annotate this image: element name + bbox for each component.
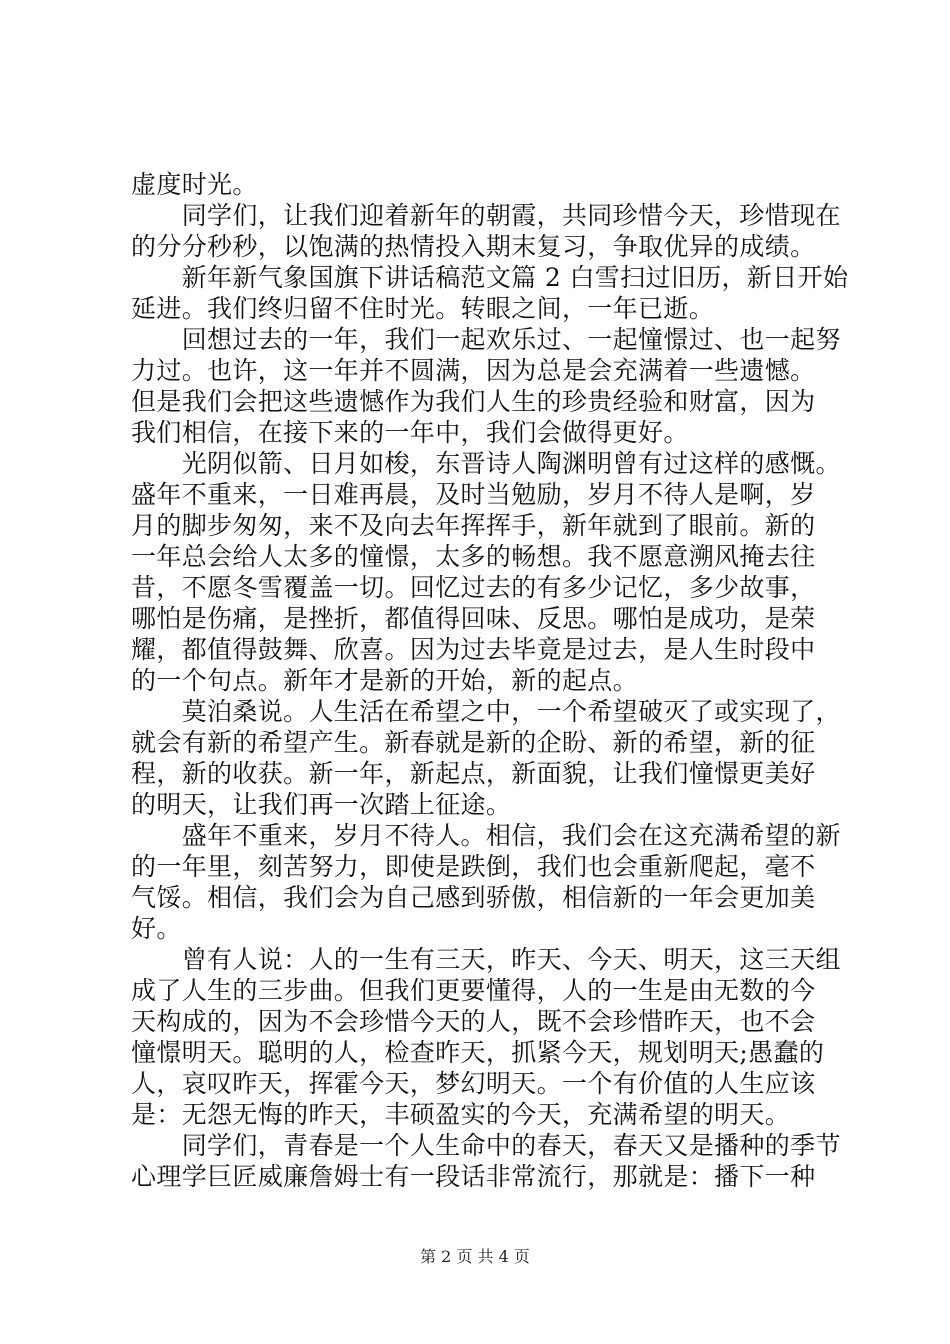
text-line: 的一年里，刻苦努力，即使是跌倒，我们也会重新爬起，毫不: [131, 852, 816, 881]
text-line: 同学们，青春是一个人生命中的春天，春天又是播种的季节: [131, 1131, 841, 1160]
text-line: 是：无怨无悔的昨天，丰硕盈实的今天，充满希望的明天。: [131, 1100, 791, 1129]
text-line: 一年总会给人太多的憧憬，太多的畅想。我不愿意溯风掩去往: [131, 542, 816, 571]
text-line: 延进。我们终归留不住时光。转眼之间，一年已逝。: [131, 294, 715, 323]
text-line: 曾有人说：人的一生有三天，昨天、今天、明天，这三天组: [131, 945, 841, 974]
text-line: 憧憬明天。聪明的人，检查昨天，抓紧今天，规划明天;愚蠢的: [131, 1038, 825, 1067]
text-line: 的分分秒秒，以饱满的热情投入期末复习，争取优异的成绩。: [131, 232, 816, 261]
text-line: 耀，都值得鼓舞、欣喜。因为过去毕竟是过去，是人生时段中: [131, 635, 816, 664]
text-line: 昔，不愿冬雪覆盖一切。回忆过去的有多少记忆，多少故事，: [131, 573, 816, 602]
text-line: 月的脚步匆匆，来不及向去年挥挥手，新年就到了眼前。新的: [131, 511, 816, 540]
text-line: 莫泊桑说。人生活在希望之中，一个希望破灭了或实现了，: [131, 697, 841, 726]
text-line: 同学们，让我们迎着新年的朝霞，共同珍惜今天，珍惜现在: [131, 201, 841, 230]
text-line: 力过。也许，这一年并不圆满，因为总是会充满着一些遗憾。: [131, 356, 816, 385]
text-line: 心理学巨匠威廉詹姆士有一段话非常流行，那就是：播下一种: [131, 1162, 816, 1191]
text-line: 的明天，让我们再一次踏上征途。: [131, 790, 512, 819]
text-line: 的一个句点。新年才是新的开始，新的起点。: [131, 666, 639, 695]
text-line: 虚度时光。: [131, 170, 258, 199]
text-line: 回想过去的一年，我们一起欢乐过、一起憧憬过、也一起努: [131, 325, 841, 354]
text-line: 程，新的收获。新一年，新起点，新面貌，让我们憧憬更美好: [131, 759, 816, 788]
text-line: 我们相信，在接下来的一年中，我们会做得更好。: [131, 418, 689, 447]
text-line: 光阴似箭、日月如梭，东晋诗人陶渊明曾有过这样的感慨。: [131, 449, 841, 478]
page-number-footer: 第 2 页 共 4 页: [420, 1247, 530, 1266]
text-line: 哪怕是伤痛，是挫折，都值得回味、反思。哪怕是成功，是荣: [131, 604, 816, 633]
text-line: 盛年不重来，岁月不待人。相信，我们会在这充满希望的新: [131, 821, 841, 850]
text-line: 盛年不重来，一日难再晨，及时当勉励，岁月不待人是啊，岁: [131, 480, 816, 509]
text-line: 气馁。相信，我们会为自己感到骄傲，相信新的一年会更加美: [131, 883, 816, 912]
text-line: 但是我们会把这些遗憾作为我们人生的珍贵经验和财富，因为: [131, 387, 816, 416]
text-line: 天构成的，因为不会珍惜今天的人，既不会珍惜昨天，也不会: [131, 1007, 816, 1036]
text-line: 就会有新的希望产生。新春就是新的企盼、新的希望，新的征: [131, 728, 816, 757]
text-line: 成了人生的三步曲。但我们更要懂得，人的一生是由无数的今: [131, 976, 816, 1005]
text-line: 好。: [131, 914, 182, 943]
text-line: 新年新气象国旗下讲话稿范文篇 2 白雪扫过旧历，新日开始: [131, 263, 849, 292]
text-line: 人，哀叹昨天，挥霍今天，梦幻明天。一个有价值的人生应该: [131, 1069, 816, 1098]
